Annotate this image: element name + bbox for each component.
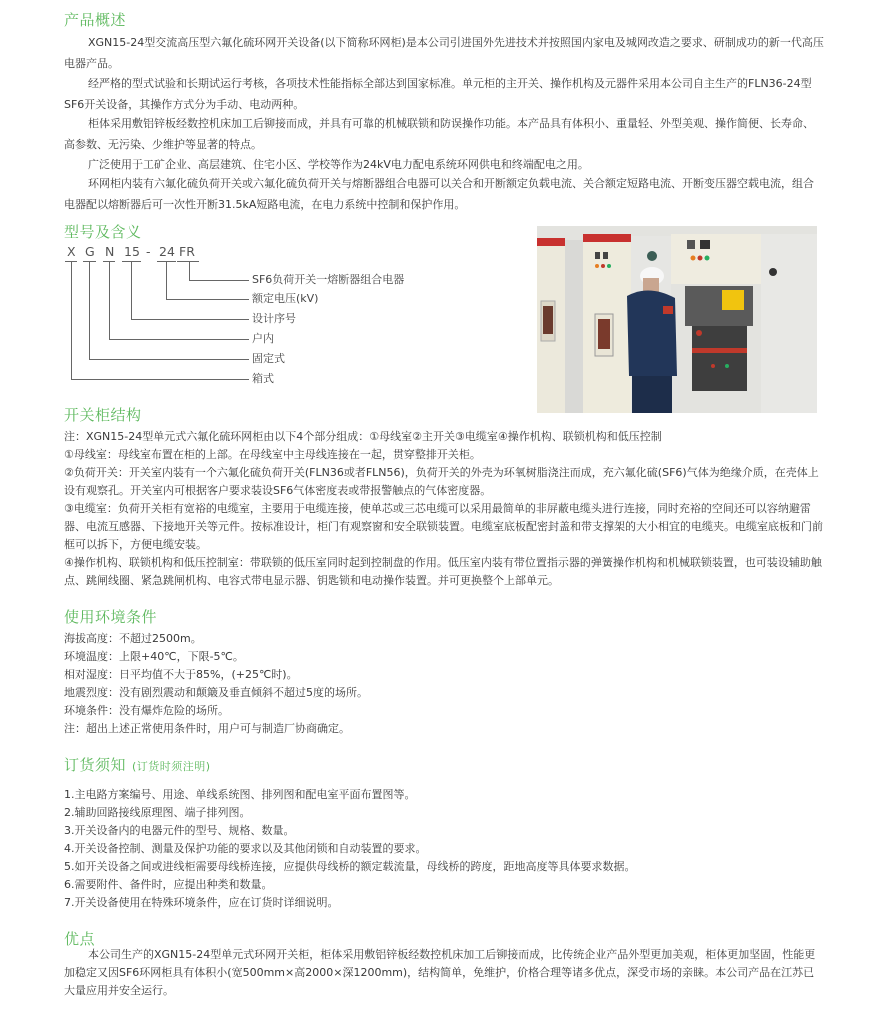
code-part-g: G (85, 244, 95, 259)
overview-paragraph-1: XGN15-24型交流高压型六氟化硫环网开关设备(以下简称环网柜)是本公司引进国外先进技术并按照国内家电及城网改造之要求、研制成功的新一代高压电器产品。 (64, 36, 824, 70)
overview-paragraph-5: 环网柜内装有六氟化硫负荷开关或六氟化硫负荷开关与熔断器组合电器可以关合和开断额定负载电流、关合额定短路电流、开断变压器空载电流，组合电器配以熔断器后可一次性开断31.5kA短路电流，在电力系统中控制和保护作用。 (64, 177, 814, 211)
section-title-ordering (64, 754, 211, 775)
code-part-fr: FR (179, 244, 195, 259)
section-title-advantages: 优点 (64, 930, 96, 948)
section-title-structure: 开关柜结构 (64, 406, 142, 424)
ordering-title: 订货须知 (64, 756, 127, 774)
section-title-model: 型号及含义 (64, 223, 142, 241)
code-part-dash: - (146, 244, 151, 259)
advantages-paragraph: 本公司生产的XGN15-24型单元式环网开关柜，柜体采用敷铝锌板经数控机床加工后铆接而成，比传统企业产品外型更加美观，柜体更加坚固，性能更加稳定又因SF6环网柜具有体积小(宽500mm×高2000×深1200mm)，结构简单，免维护，价格合理等诸多优点，深受市场的亲睐。本公司产品在江苏已大量应用并安全运行。 (64, 948, 816, 997)
env-conditions: 环境条件：没有爆炸危险的场所。 (64, 704, 229, 717)
env-altitude: 海拔高度：不超过2500m。 (64, 632, 202, 645)
order-item-2: 2.辅助回路接线原理图、端子排列图。 (64, 806, 251, 819)
order-item-5: 5.如开关设备之间或进线柜需要母线桥连接，应提供母线桥的额定载流量，母线桥的跨度，距地高度等具体要求数据。 (64, 860, 636, 873)
section-title-overview: 产品概述 (64, 11, 127, 29)
code-part-n: N (105, 244, 115, 259)
meaning-box: 箱式 (252, 372, 274, 385)
structure-note: 注：XGN15-24型单元式六氟化硫环网柜由以下4个部分组成：①母线室②主开关③电缆室④操作机构、联锁机构和低压控制 (64, 430, 662, 443)
overview-paragraph-2: 经严格的型式试验和长期试运行考核，各项技术性能指标全部达到国家标准。单元柜的主开关、操作机构及元器件采用本公司自主生产的FLN36-24型SF6开关设备，其操作方式分为手动、电动两种。 (64, 77, 812, 111)
order-item-7: 7.开关设备使用在特殊环境条件，应在订货时详细说明。 (64, 896, 339, 909)
ordering-subtitle: (订货时须注明) (132, 760, 211, 773)
code-part-voltage: 24 (159, 244, 175, 259)
env-temperature: 环境温度：上限+40℃，下限-5℃。 (64, 650, 244, 663)
order-item-3: 3.开关设备内的电器元件的型号、规格、数量。 (64, 824, 295, 837)
structure-mechanism: ④操作机构、联锁机构和低压控制室：带联锁的低压室同时起到控制盘的作用。低压室内装有带位置指示器的弹簧操作机构和机械联锁装置，也可装设辅助触点、跳闸线圈、紧急跳闸机构、电容式带电显示器、钥匙锁和电动操作装置。并可更换整个上部单元。 (64, 556, 822, 587)
order-item-4: 4.开关设备控制、测量及保护功能的要求以及其他闭锁和自动装置的要求。 (64, 842, 427, 855)
model-code-diagram (64, 244, 464, 384)
meaning-fr: SF6负荷开关一熔断器组合电器 (252, 273, 405, 286)
code-part-x: X (67, 244, 76, 259)
env-note: 注：超出上述正常使用条件时，用户可与制造厂协商确定。 (64, 722, 350, 735)
switchgear-photo (537, 226, 817, 413)
section-title-environment: 使用环境条件 (64, 608, 158, 626)
meaning-voltage: 额定电压(kV) (252, 292, 319, 305)
structure-busbar: ①母线室：母线室布置在柜的上部。在母线室中主母线连接在一起，贯穿整排开关柜。 (64, 448, 481, 461)
order-item-6: 6.需要附件、备件时，应提出种类和数量。 (64, 878, 273, 891)
env-humidity: 相对湿度：日平均值不大于85%，(+25℃时)。 (64, 668, 298, 681)
order-item-1: 1.主电路方案编号、用途、单线系统图、排列图和配电室平面布置图等。 (64, 788, 416, 801)
structure-cable-room: ③电缆室：负荷开关柜有宽裕的电缆室，主要用于电缆连接，使单芯或三芯电缆可以采用最简单的非屏蔽电缆头进行连接，同时充裕的空间还可以容纳避雷器、电流互感器、下接地开关等元件。按标准设计，柜门有观察窗和安全联锁装置。电缆室底板配密封盖和带支撑架的大小相宜的电缆夹。电缆室底板和门前框可以拆下，方便电缆安装。 (64, 502, 823, 551)
overview-paragraph-4: 广泛使用于工矿企业、高层建筑、住宅小区、学校等作为24kV电力配电系统环网供电和终端配电之用。 (88, 158, 589, 171)
env-seismic: 地震烈度：没有剧烈震动和颠簸及垂直倾斜不超过5度的场所。 (64, 686, 368, 699)
meaning-series: 设计序号 (252, 312, 296, 325)
meaning-fixed: 固定式 (252, 352, 285, 365)
code-part-series: 15 (124, 244, 140, 259)
meaning-indoor: 户内 (252, 332, 274, 345)
overview-paragraph-3: 柜体采用敷铝锌板经数控机床加工后铆接而成，并具有可靠的机械联锁和防误操作功能。本产品具有体积小、重量轻、外型美观、操作简便、长寿命、高参数、无污染、少维护等显著的特点。 (64, 117, 814, 151)
structure-load-switch: ②负荷开关：开关室内装有一个六氟化硫负荷开关(FLN36或者FLN56)，负荷开关的外壳为环氧树脂浇注而成，充六氟化硫(SF6)气体为绝缘介质，在壳体上设有观察孔。开关室内可根据客户要求装设SF6气体密度表或带报警触点的气体密度器。 (64, 466, 819, 497)
